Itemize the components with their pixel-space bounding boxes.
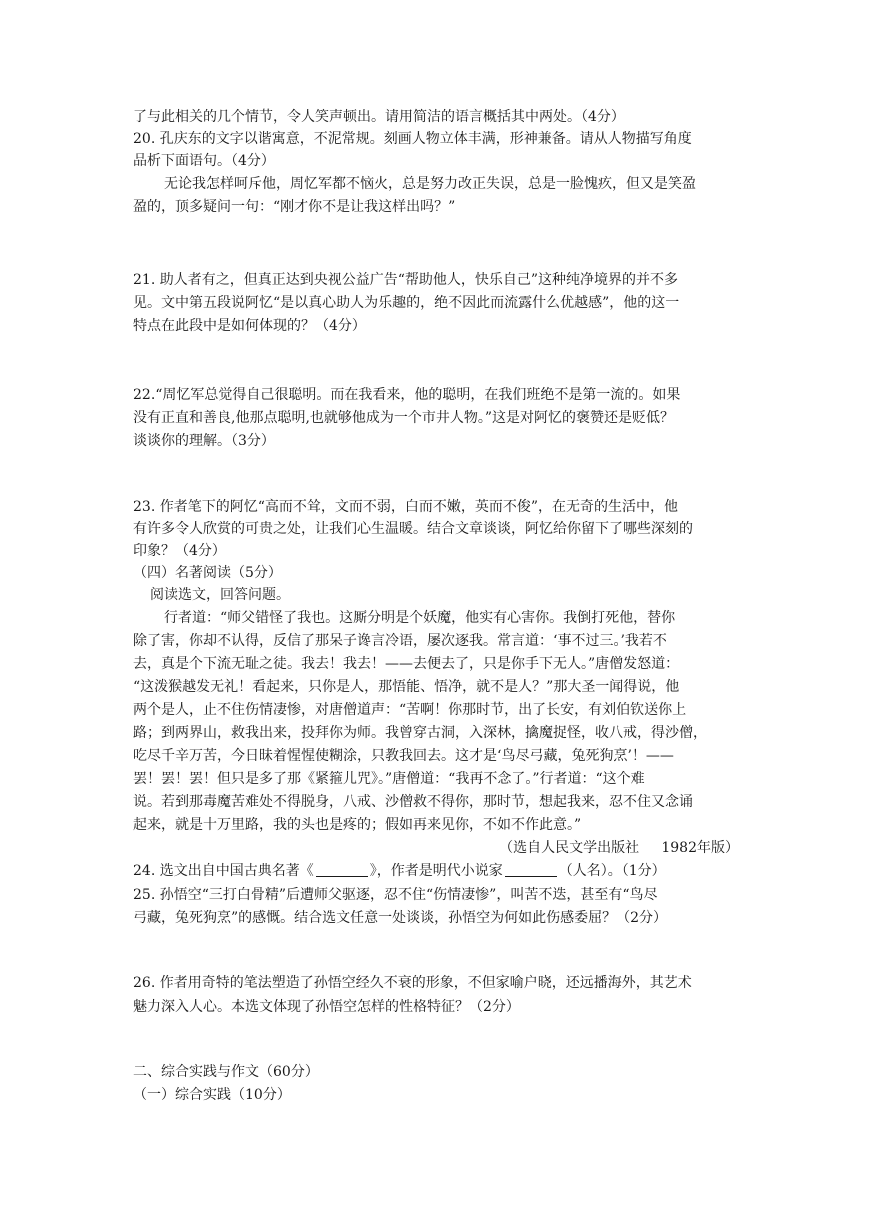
- question-24: [133, 860, 739, 882]
- text-line: 25. 孙悟空“三打白骨精”后遭师父驱逐，忍不住“伤情凄惨”，叫苦不迭，甚至有“鸟尽: [133, 887, 658, 903]
- author-blank[interactable]: [505, 862, 557, 877]
- text-line: 起来，就是十万里路，我的头也是疼的；假如再来见你，不如不作此意。”: [133, 817, 582, 833]
- text-line: 除了害，你却不认得，反信了那呆子谗言冷语，屡次逐我。常言道：‘事不过三。’我若不: [133, 633, 667, 649]
- text-line: 吃尽千辛万苦，今日昧着惺惺使糊涂，只教我回去。这才是‘鸟尽弓藏，兔死狗烹’！——: [133, 748, 674, 764]
- text-line: “这泼猴越发无礼！看起来，只你是人，那悟能、悟净，就不是人？”那大圣一闻得说，他: [133, 679, 680, 695]
- text-line: 印象？（4分）: [133, 543, 226, 559]
- text-line: 罢！罢！罢！但只是多了那《紧箍儿咒》。”唐僧道：“我再不念了。”行者道：“这个难: [133, 771, 645, 787]
- q24-text-3: （人名）。（1分）: [558, 863, 666, 879]
- text-line: 见。文中第五段说阿忆“是以真心助人为乐趣的，绝不因此而流露什么优越感”，他的这一: [133, 295, 680, 311]
- text-line: 盈的，顶多疑问一句：“刚才你不是让我这样出吗？”: [133, 199, 456, 215]
- text-line: 了与此相关的几个情节，令人笑声顿出。请用简洁的语言概括其中两处。（4分）: [133, 109, 625, 125]
- text-line: 23. 作者笔下的阿忆“高而不耸，文而不弱，白而不嫩，英而不俊”，在无奇的生活中，他: [133, 499, 679, 515]
- text-line: （四）名著阅读（5分）: [133, 565, 282, 581]
- text-line: 没有正直和善良,他那点聪明,也就够他成为一个市井人物。”这是对阿忆的褒赞还是贬低？: [133, 410, 675, 426]
- text-line: 弓藏，兔死狗烹”的感慨。结合选文任意一处谈谈，孙悟空为何如此伤感委屈？（2分）: [133, 910, 668, 926]
- text-line: 说。若到那毒魔苦难处不得脱身，八戒、沙僧救不得你，那时节，想起我来，忍不住又念诵: [133, 794, 693, 810]
- source-note: （选自人民文学出版社 1982年版）: [499, 840, 739, 856]
- text-line: 谈谈你的理解。（3分）: [133, 433, 275, 449]
- text-line: 20. 孔庆东的文字以谐寓意，不泥常规。刻画人物立体丰满，形神兼备。请从人物描写角度: [133, 131, 692, 147]
- text-line: 行者道：“师父错怪了我也。这厮分明是个妖魔，他实有心害你。我倒打死他，替你: [164, 610, 676, 626]
- text-line: 去，真是个下流无耻之徒。我去！我去！——去便去了，只是你手下无人。”唐僧发怒道：: [133, 656, 680, 672]
- q24-text-1: 24. 选文出自中国古典名著《: [133, 863, 314, 879]
- text-line: 品析下面语句。（4分）: [133, 153, 275, 169]
- text-line: 有许多令人欣赏的可贵之处，让我们心生温暖。结合文章谈谈，阿忆给你留下了哪些深刻的: [133, 521, 693, 537]
- text-line: 无论我怎样呵斥他，周忆军都不恼火，总是努力改正失误，总是一脸愧疚，但又是笑盈: [164, 176, 696, 192]
- text-line: 魅力深入人心。本选文体现了孙悟空怎样的性格特征？（2分）: [133, 999, 520, 1015]
- text-line: 阅读选文，回答问题。: [150, 587, 290, 603]
- q24-text-2: 》，作者是明代小说家: [369, 863, 503, 879]
- text-line: （一）综合实践（10分）: [133, 1087, 291, 1103]
- text-line: 路；到两界山，救我出来，投拜你为师。我曾穿古洞，入深林，擒魔捉怪，收八戒，得沙僧，: [133, 725, 707, 741]
- text-line: 22.“周忆军总觉得自己很聪明。而在我看来，他的聪明，在我们班绝不是第一流的。如果: [133, 387, 681, 403]
- text-line: 26. 作者用奇特的笔法塑造了孙悟空经久不衰的形象，不但家喻户晓，还远播海外，其艺术: [133, 975, 692, 991]
- text-line: 21. 助人者有之，但真正达到央视公益广告“帮助他人，快乐自己”这种纯净境界的并不多: [133, 272, 679, 288]
- text-line: 两个是人，止不住伤情凄惨，对唐僧道声：“苦啊！你那时节，出了长安，有刘伯钦送你上: [133, 702, 687, 718]
- book-title-blank[interactable]: [316, 862, 368, 877]
- text-line: 二、综合实践与作文（60分）: [133, 1064, 319, 1080]
- text-line: 特点在此段中是如何体现的？（4分）: [133, 318, 366, 334]
